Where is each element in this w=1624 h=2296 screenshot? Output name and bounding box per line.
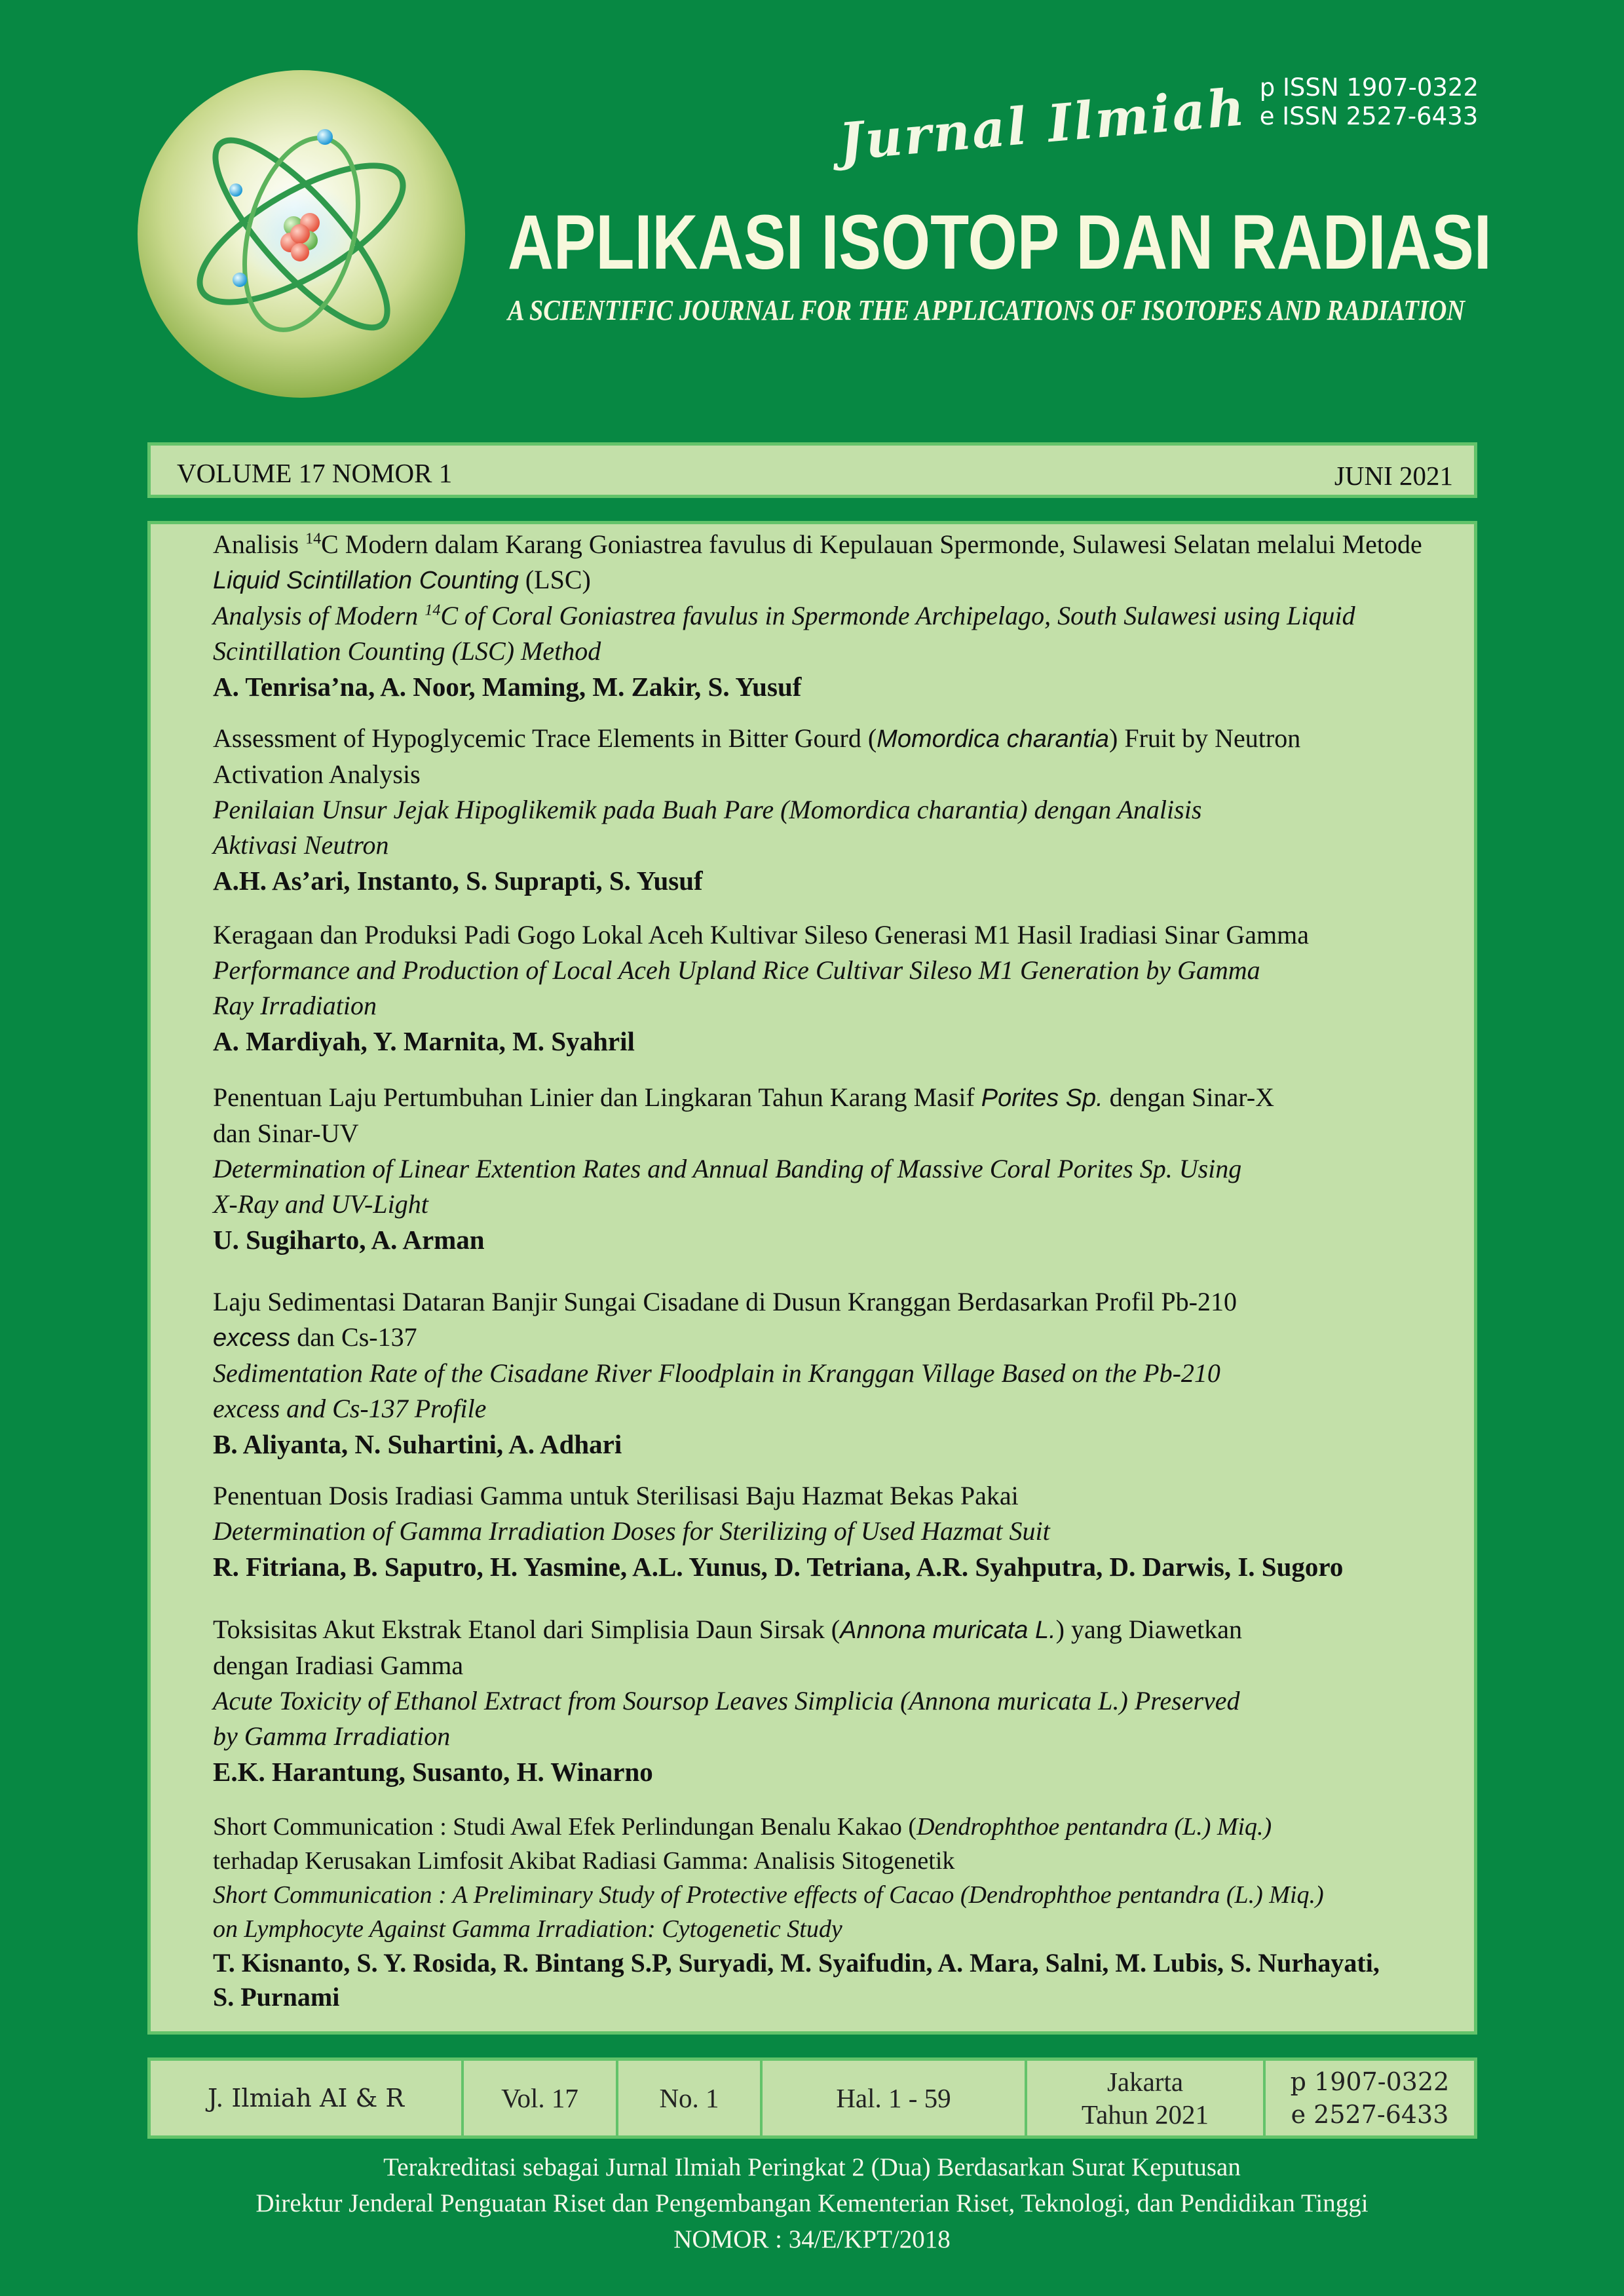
citation-p-issn: p 1907-0322 <box>1290 2067 1450 2096</box>
article-title-id: Laju Sedimentasi Dataran Banjir Sungai Cisadane di Dusun Kranggan Berdasarkan Profil Pb-210 <box>213 1287 1237 1316</box>
article-title-id-cont: Aktivasi Neutron <box>213 830 389 860</box>
article-title-en-cont: on Lymphocyte Against Gamma Irradiation: Cytogenetic Study <box>213 1915 842 1943</box>
citation-issn <box>1266 2061 1474 2135</box>
article-title-en: Short Communication : A Preliminary Study of Protective effects of Cacao (Dendrophthoe pentandra (L.) Miq.) <box>213 1881 1324 1909</box>
article-title-id-cont: terhadap Kerusakan Limfosit Akibat Radiasi Gamma: Analisis Sitogenetik <box>213 1847 955 1875</box>
article-title-id-cont: dengan Iradiasi Gamma <box>213 1651 464 1680</box>
article-authors: A. Mardiyah, Y. Marnita, M. Syahril <box>213 1026 635 1056</box>
accreditation-line-2: Direktur Jenderal Penguatan Riset dan Pengembangan Kementerian Riset, Teknologi, dan Pendidikan Tinggi <box>255 2189 1369 2217</box>
citation-city: Jakarta <box>1106 2067 1184 2097</box>
article-title-en-cont: excess and Cs-137 Profile <box>213 1394 487 1423</box>
article-title-en: Determination of Linear Extention Rates and Annual Banding of Massive Coral Porites Sp. Using <box>213 1154 1242 1183</box>
table-of-contents <box>147 521 1477 2035</box>
citation-year: Tahun 2021 <box>1081 2099 1209 2130</box>
citation-place-year <box>1027 2061 1266 2135</box>
citation-e-issn: e 2527-6433 <box>1291 2100 1449 2129</box>
article-title-id: Penentuan Dosis Iradiasi Gamma untuk Sterilisasi Baju Hazmat Bekas Pakai <box>213 1481 1019 1510</box>
journal-script-title: Jurnal Ilmiah <box>837 77 1249 172</box>
article-title-en-cont: by Gamma Irradiation <box>213 1721 451 1751</box>
article-authors: E.K. Harantung, Susanto, H. Winarno <box>213 1757 653 1787</box>
article-title-id: Toksisitas Akut Ekstrak Etanol dari Simplisia Daun Sirsak (Annona muricata L.) yang Diawetkan <box>213 1615 1242 1644</box>
issue-bar <box>147 442 1477 498</box>
article-title-en: Assessment of Hypoglycemic Trace Elements in Bitter Gourd (Momordica charantia) Fruit by Neutron <box>213 723 1301 753</box>
article-title-en: Determination of Gamma Irradiation Doses for Sterilizing of Used Hazmat Suit <box>213 1516 1050 1546</box>
article-3 <box>213 917 1445 1059</box>
article-authors: T. Kisnanto, S. Y. Rosida, R. Bintang S.P, Suryadi, M. Syaifudin, A. Mara, Salni, M. Lubis, S. Nurhayati, <box>213 1948 1380 1978</box>
issn-block <box>1260 73 1479 131</box>
article-title-en: Performance and Production of Local Aceh Upland Rice Cultivar Sileso M1 Generation by Gamma <box>213 955 1260 985</box>
citation-number: No. 1 <box>618 2061 763 2135</box>
article-title-en: Analysis of Modern $^{14}$C of Coral Goniastrea favulus in Spermonde Archipelago, South Sulawesi using Liquid <box>213 601 1355 630</box>
accreditation-line-3: NOMOR : 34/E/KPT/2018 <box>673 2225 951 2253</box>
citation-pages: Hal. 1 - 59 <box>763 2061 1027 2135</box>
accreditation-line-1: Terakreditasi sebagai Jurnal Ilmiah Peringkat 2 (Dua) Berdasarkan Surat Keputusan <box>383 2153 1241 2181</box>
article-title-id-cont: excess dan Cs-137 <box>213 1322 417 1352</box>
issue-volume: VOLUME 17 NOMOR 1 <box>177 458 453 488</box>
journal-subtitle: A SCIENTIFIC JOURNAL FOR THE APPLICATIONS OF ISOTOPES AND RADIATION <box>508 294 1465 326</box>
article-title-en-cont: Activation Analysis <box>213 759 421 789</box>
journal-title: APLIKASI ISOTOP DAN RADIASI <box>508 199 1492 286</box>
article-title-en-cont: Scintillation Counting (LSC) Method <box>213 636 601 666</box>
article-title-en-cont: X-Ray and UV-Light <box>213 1189 428 1219</box>
article-authors-cont: S. Purnami <box>213 1982 340 2012</box>
article-1 <box>213 527 1445 704</box>
article-5 <box>213 1284 1445 1462</box>
article-authors: A. Tenrisa’na, A. Noor, Maming, M. Zakir, S. Yusuf <box>213 672 802 702</box>
accreditation-note <box>0 2149 1624 2257</box>
citation-volume: Vol. 17 <box>464 2061 618 2135</box>
article-2 <box>213 721 1445 898</box>
article-title-id: Keragaan dan Produksi Padi Gogo Lokal Aceh Kultivar Sileso Generasi M1 Hasil Iradiasi Sinar Gamma <box>213 920 1309 949</box>
citation-table <box>147 2057 1477 2139</box>
citation-journal: J. Ilmiah AI & R <box>151 2061 464 2135</box>
article-title-id: Penilaian Unsur Jejak Hipoglikemik pada Buah Pare (Momordica charantia) dengan Analisis <box>213 795 1202 824</box>
article-title-id-cont: dan Sinar-UV <box>213 1119 359 1148</box>
electronic-issn: e ISSN 2527-6433 <box>1259 102 1479 130</box>
article-authors: B. Aliyanta, N. Suhartini, A. Adhari <box>213 1429 622 1459</box>
article-title-en: Sedimentation Rate of the Cisadane River Floodplain in Kranggan Village Based on the Pb-210 <box>213 1358 1220 1388</box>
article-title-id: Analisis $^{14}$C Modern dalam Karang Goniastrea favulus di Kepulauan Spermonde, Sulawesi Selatan melalui Metode <box>213 529 1422 559</box>
article-8 <box>213 1810 1445 2014</box>
article-6 <box>213 1478 1445 1584</box>
article-authors: R. Fitriana, B. Saputro, H. Yasmine, A.L. Yunus, D. Tetriana, A.R. Syahputra, D. Darwis, I. Sugoro <box>213 1552 1344 1582</box>
issue-date: JUNI 2021 <box>1334 461 1453 491</box>
article-title-en: Acute Toxicity of Ethanol Extract from Soursop Leaves Simplicia (Annona muricata L.) Preserved <box>213 1686 1240 1715</box>
atom-globe-icon <box>136 62 467 403</box>
article-title-en-cont: Ray Irradiation <box>213 991 377 1020</box>
article-title-id: Penentuan Laju Pertumbuhan Linier dan Lingkaran Tahun Karang Masif Porites Sp. dengan Sinar-X <box>213 1082 1275 1112</box>
article-authors: A.H. As’ari, Instanto, S. Suprapti, S. Yusuf <box>213 866 703 896</box>
article-7 <box>213 1612 1445 1789</box>
article-4 <box>213 1080 1445 1257</box>
print-issn: p ISSN 1907-0322 <box>1259 73 1479 102</box>
article-authors: U. Sugiharto, A. Arman <box>213 1225 485 1255</box>
article-title-id-cont: Liquid Scintillation Counting (LSC) <box>213 565 591 594</box>
article-title-id: Short Communication : Studi Awal Efek Perlindungan Benalu Kakao (Dendrophthoe pentandra (L.) Miq.) <box>213 1813 1272 1841</box>
